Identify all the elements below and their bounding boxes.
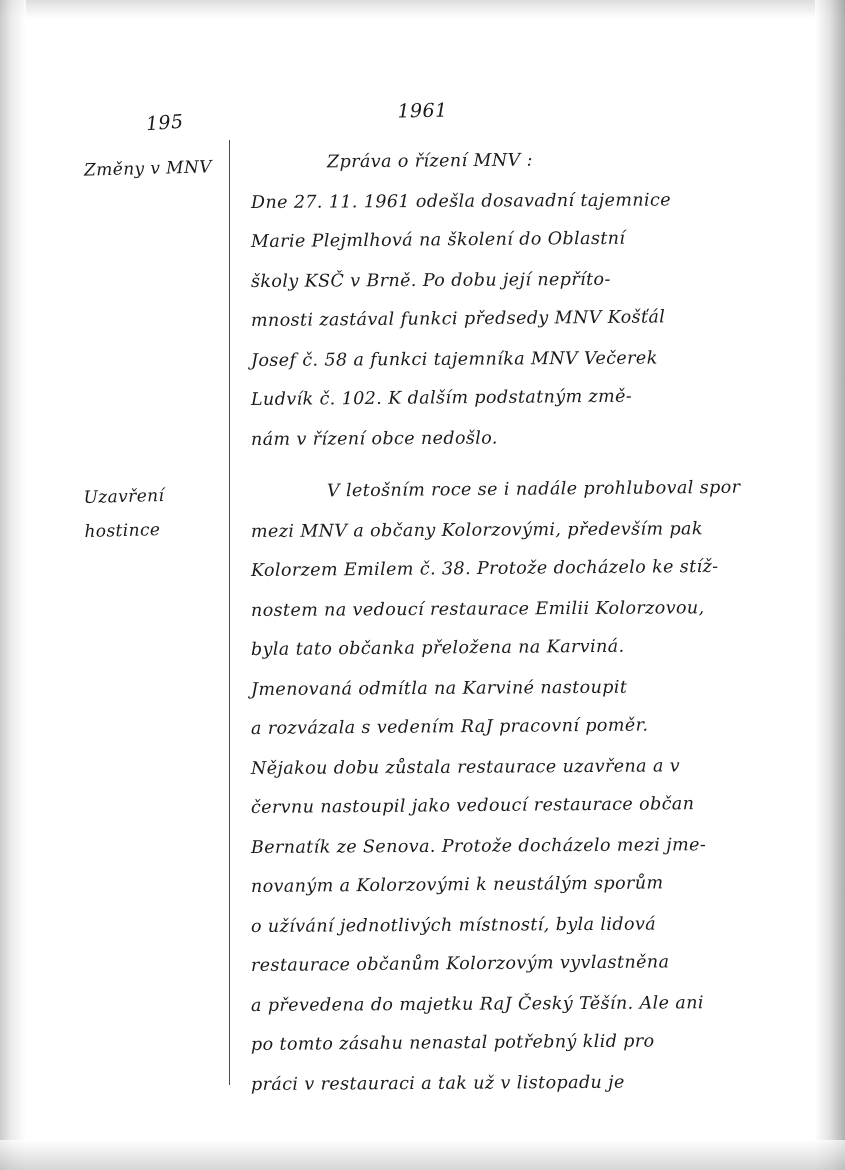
text-line: Nějakou dobu zůstala restaurace uzavřena a v — [250, 755, 681, 779]
margin-note-line: Změny v MNV — [83, 157, 213, 181]
margin-note-line: hostince — [84, 520, 161, 543]
paragraph-uzavreni-hostince — [251, 473, 811, 1105]
text-line: Marie Plejmlhová na školení do Oblastní — [250, 228, 626, 252]
scan-edge-bottom — [0, 1140, 845, 1170]
margin-note-uzavreni-hostince — [83, 479, 166, 549]
text-line: byla tato občanka přeložena na Karviná. — [250, 636, 625, 660]
year-heading: 1961 — [397, 99, 448, 123]
margin-note-line: Uzavření — [83, 485, 165, 509]
text-line: a rozvázala s vedením RaJ pracovní poměr. — [250, 715, 649, 739]
folio-number: 195 — [145, 110, 185, 136]
text-line: restaurace občanům Kolorzovým vyvlastněna — [250, 952, 670, 976]
scan-edge-right — [815, 0, 845, 1170]
scan-edge-left — [0, 0, 26, 1170]
paragraph-zprava-o-rizeni-mnv — [251, 144, 811, 460]
text-line: Dne 27. 11. 1961 odešla dosavadní tajemnice — [250, 189, 672, 213]
text-line: Bernatík ze Senova. Protože docházelo mezi jme- — [250, 834, 707, 858]
text-line: Josef č. 58 a funkci tajemníka MNV Večerek — [250, 348, 658, 371]
text-line: Jmenovaná odmítla na Karviné nastoupit — [250, 677, 628, 700]
margin-rule-line — [229, 140, 230, 1085]
margin-note-zmeny-v-mnv — [84, 150, 213, 187]
text-line: a převedena do majetku RaJ Český Těšín. Ale ani — [250, 992, 704, 1016]
text-line: mezi MNV a občany Kolorzovými, především pak — [250, 518, 703, 542]
text-line: po tomto zásahu nenastal potřebný klid pro — [250, 1031, 655, 1055]
text-line: o užívání jednotlivých místností, byla lidová — [250, 914, 657, 937]
text-line: červnu nastoupil jako vedoucí restaurace občan — [250, 794, 695, 818]
text-line: školy KSČ v Brně. Po dobu její nepříto- — [250, 269, 611, 292]
text-line: nám v řízení obce nedošlo. — [250, 427, 498, 450]
scan-edge-top — [0, 0, 845, 18]
text-line: Ludvík č. 102. K dalším podstatným změ- — [250, 386, 633, 410]
text-line: V letošním roce se i nadále prohluboval spor — [326, 477, 741, 502]
text-line: Zpráva o řízení MNV : — [326, 150, 533, 173]
text-line: novaným a Kolorzovými k neustálým sporům — [250, 873, 664, 897]
text-line: nostem na vedoucí restaurace Emilii Kolorzovou, — [250, 597, 705, 621]
text-line: práci v restauraci a tak už v listopadu je — [250, 1072, 625, 1095]
text-line: Kolorzem Emilem č. 38. Protože docházelo ke stíž- — [250, 556, 719, 581]
text-line: mnosti zastával funkci předsedy MNV Košťál — [250, 307, 666, 331]
